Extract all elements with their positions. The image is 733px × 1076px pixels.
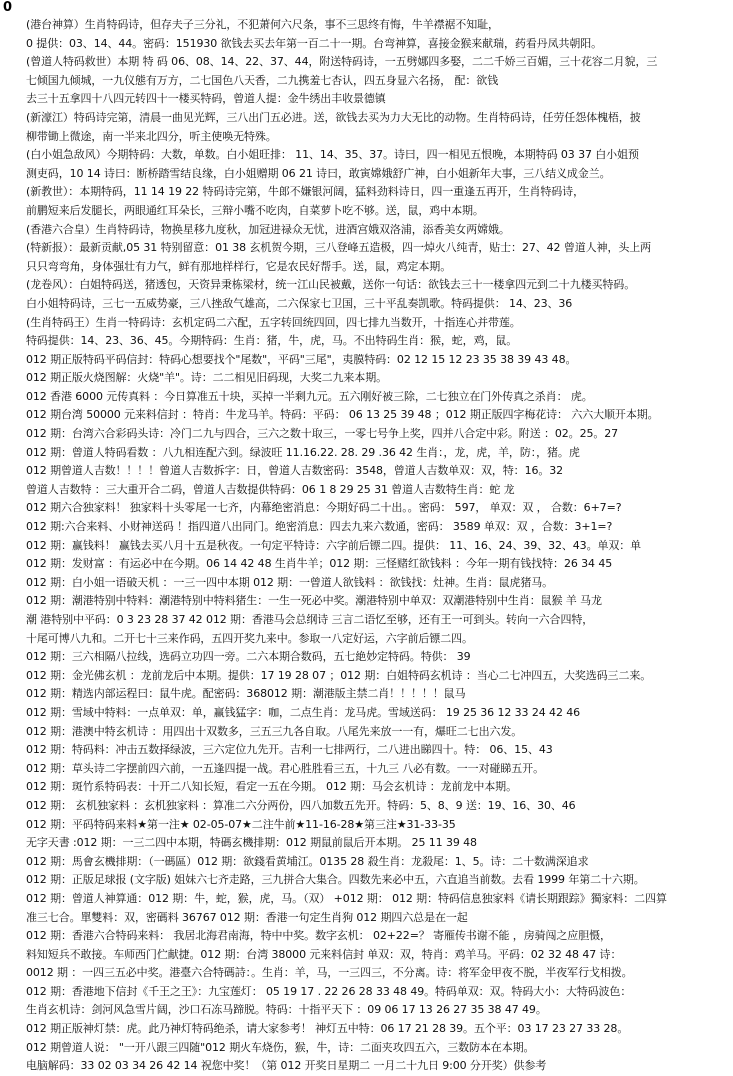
text-line: 012 期：金光佛玄机 ：龙前龙后中本期。提供：17 19 28 07 ；012 期：白姐特码玄机诗 ：当心二七冲四五，大奖选码三二来。 xyxy=(26,668,652,682)
text-line: 012 期正版神灯禁：虎。此乃神灯特码绝杀，请大家参考！ 神灯五中特：06 17 21 28 39。五个平：03 17 23 27 33 28。 xyxy=(26,1022,629,1036)
text-line: 012 期： 玄机独家料 ：玄机独家料 ：算准二六分两份，四八加数五先开。特码：5、8、9 送：19、16、30、46 xyxy=(26,798,576,812)
text-line: 012 期：曾道人神算通：012 期：牛，蛇，猴，虎，马。（双） +012 期： 012 期：特码信息独家料《请长期跟踪》獨家料：二四算 xyxy=(26,891,667,905)
text-line: 曾道人吉数特 ：三大重开合二码，曾道人吉数提供特码：06 1 8 29 25 31 曾道人吉数特生肖：蛇 龙 xyxy=(26,482,515,496)
text-line: 012 期：潮港特别中特料：潮港特别中特料猪生：一生一死必中奖。潮港特别中单双：双潮港特别中生肖：鼠猴 羊 马龙 xyxy=(26,594,602,608)
text-line: 012 期正版特码平码信封：特码心想要找个"尾数"，平码"三尾"，夷膜特码：02 12 15 12 23 35 38 39 43 48。 xyxy=(26,352,577,366)
text-line: 柳带锄上微途，南一半来北四分，听主使唤无特殊。 xyxy=(26,129,277,143)
text-line: 012 期：曾道人特码看数 ：八九相连配六到。绿波旺 11.16.22. 28. 29 .36 42 生肖：，龙，虎，羊，防：，猪。虎 xyxy=(26,445,580,459)
text-line: (港台神算）生肖特码诗，但存夫子三分礼，不犯萧何六尺条，事不三思终有悔，牛羊襟裾不知耻， xyxy=(26,18,499,31)
text-line: 012 期：赢钱料！ 赢钱去买八月十五是秋夜。一句定平特诗：六字前后镖二四。提供： 11、16、24、39、32、43。单双：单 xyxy=(26,538,642,552)
text-line: 潮 港特别中平码：0 3 23 28 37 42 012 期：香港马会总纲诗 三言二语忆至够，还有王一可到头。转向一六合四特， xyxy=(26,613,594,626)
text-line: 012 期：平码特码来料★第一注★ 02-05-07★二注牛前★11-16-28★第三注★31-33-35 xyxy=(26,817,456,831)
text-line: 012 期：精选内部运程曰：鼠牛虎。配密码：368012 期：潮港版主禁二肖！！！！！鼠马 xyxy=(26,687,466,701)
text-line: 012 期:六合来料、小财神送码 ！指四道八出同门。绝密消息：四去九来六数通，密码： 3589 单双：双 ，合数：3+1=? xyxy=(26,520,613,534)
document-body xyxy=(26,16,730,1076)
text-line: 特码提供：14、23、36、45。今期特码：生肖：猪，牛，虎，马。不出特码生肖：猴，蛇，鸡，鼠。 xyxy=(26,334,518,348)
text-line: 0 提供：03、14、44。密码：151930 欲钱去买去年第一百二十一期。台弯神算，喜接金猴来献瑞，药看丹凤共朝阳。 xyxy=(26,36,603,50)
text-line: 前鹏短来后发腿长，两眼通红耳朵长，三辩小嘴不吃肉，自菜萝卜吃不够。送，鼠，鸡中本期。 xyxy=(26,203,484,217)
text-line: 生肖玄机诗：剑河风急雪片阔，沙口石冻马蹄脱。特码：十指平天下 ：09 06 17 13 26 27 35 38 47 49。 xyxy=(26,1003,547,1017)
text-line: 012 期正版火烧图解：火烧"羊"。诗：二二相见旧码现，大奖二九来本期。 xyxy=(26,371,388,385)
text-line: 012 期：草头诗二字摆前四六前，一五逢四提一战。君心胜胜看三五，十九三 八必有数。一一对碰睇五开。 xyxy=(26,761,544,775)
text-line: 十尾可博八九和。二开七十三来作码，五四开奖九来中。参取一八定好运，六字前后镖二四。 xyxy=(26,631,473,645)
text-line: 012 期：雪域中特料：一点单双：单，赢钱猛字：咖，二点生肖：龙马虎。雪域送码： 19 25 36 12 33 24 42 46 xyxy=(26,705,581,719)
text-line: 012 期台湾 50000 元来料信封 ：特肖：牛龙马羊。特码：平码： 06 13 25 39 48 ；012 期正版四字梅花诗： 六六大顺开本期。 xyxy=(26,408,659,422)
text-line: 012 期：三六相隔八拉线，选码立功四一旁。二六本期合数码，五七絶妙定特码。特供： 39 xyxy=(26,650,471,664)
text-line: 012 期：港澳中特玄机诗 ：用四出十双数多，三五三九各自取。八尾先来放一一有，爆旺二七出六发。 xyxy=(26,724,523,738)
text-line: 012 期：特码料：冲击五数择绿波，三六定位九先开。吉利一七排两行，二八进出睇四十。特： 06、15、43 xyxy=(26,743,553,757)
text-line: 只只弯弯角，身体强壮有力气，鲜有那地样样行，它是农民好帮手。送，鼠，鸡定本期。 xyxy=(26,259,452,273)
text-line: 012 期：发财富 ：有运必中在今期。06 14 42 48 生肖牛羊；012 期：三怪赌红欲钱料 ：今年一期有钱找特：26 34 45 xyxy=(26,557,613,571)
text-line: (新教世）：本期特码，11 14 19 22 特码诗完第，牛郎不嫌银河阔，猛料劲料诗日，四一重逢五再开，生肖特码诗， xyxy=(26,185,584,199)
text-line: (龙卷风）：白姐特码送，猪透包，天资异秉栋梁材，统一江山民被戴，送你一句话：欲钱去三十一楼拿四元到二十九楼买特码。 xyxy=(26,278,636,292)
text-line: 012 期：斑竹系特码表：十开二八知长短，看定一五在今期。 012 期：马会玄机诗 ：龙前龙中本期。 xyxy=(26,780,517,794)
text-line: 012 香港 6000 元传真料 ：今日算准五十块，买掉一半剩九元。五六刚好被三除，二七独立在门外传真之杀肖： 虎。 xyxy=(26,389,593,403)
text-line: 无字天書 :012 期：一三二四中本期，特碼玄機排期：012 期鼠前鼠后开本期。 25 11 39 48 xyxy=(26,836,477,850)
text-line: 测吏码，10 14 诗曰：断桥踏雪结良缘，白小姐赠期 06 21 诗曰，敢寅嫦娥舒广神，白小姐新年大事，三八结义成金兰。 xyxy=(26,166,611,180)
text-line: 料知短兵不敢接。车师西门伫献捷。012 期：台湾 38000 元来料信封 单双：双，特肖：鸡羊马。平码：02 32 48 47 诗： xyxy=(26,947,622,961)
text-line: (曾道人特码救世）本期 特 码 06、08、14、22、37、44，附送特码诗，一五劈娜四多娶，二二千娇三百媚，三十花容二月貌，三 xyxy=(26,55,658,69)
text-line: 012 期：台湾六合彩码头诗：冷门二九与四合，三六之数十取三，一零七号争上奖，四并八合定中彩。附送 ：02。25。27 xyxy=(26,427,619,441)
text-line: 012 期六合独家料！ 独家料十头零尾一七齐，内幕绝密消息：今期好码二十出。。密码： 597， 单双：双 ， 合数：6+7=? xyxy=(26,501,622,515)
text-line: (特新报）：最新贡献,05 31 特别留意：01 38 玄机贺今期，三八登峰五造极，四一焯火八纯青，贴士：27、42 曾道人神，头上两 xyxy=(26,241,652,255)
text-line: 012 期：白小姐一语破天机 ：一三一四中本期 012 期：一曾道人欲钱料 ：欲钱找：灶神。生肖：鼠虎猪马。 xyxy=(26,575,554,589)
text-line: 白小姐特码诗，三七一五威势豪，三八挫敌气雄高，二六保家七卫国，三十平乱奏凯歌。特码提供： 14、23、36 xyxy=(26,296,573,310)
text-line: (白小姐急敌风）今期特码：大数，单数。白小姐旺排： 11、14、35、37。诗曰，四一相见五恨晚，本期特码 03 37 白小姐预 xyxy=(26,148,639,162)
text-line: 七倾国九倾城，一九仪態有万方，二七国色八天香，二九携羞七杏认，四五身显六名扬， 配：欲钱 xyxy=(26,73,499,87)
text-line: 012 期：正版足球报 (文字版) 姐妹六七齐走路，三九拼合大集合。四数先来必中五，六直追当前数。去看 1999 年第二十六期。 xyxy=(26,873,645,887)
text-line: 012 期曾道人吉数！！！！曾道人吉数拆字：日，曾道人吉数密码：3548，曾道人吉数单双：双，特：16。32 xyxy=(26,464,564,478)
text-line: 准三七合。單雙料：双，密碼料 36767 012 期：香港一句定生肖狗 012 期四六总是在一起 xyxy=(26,910,468,924)
text-line: 电脑解码：33 02 03 34 26 42 14 祝您中奖！（第 012 开奖日星期二 一月二十九日 9:00 分开奖）供参考 xyxy=(26,1059,547,1073)
text-line: (新濠江）特码诗完第，清晨一曲见光辉，三八出门五必进。送，欲钱去买为力大无比的动物。生肖特码诗，任劳任怨体槐梧，披 xyxy=(26,110,641,124)
text-line: (香港六合皇）生肖特码诗，物换星移九度秋，加冠进禄众无忧，进酒宫娥双洛浦，添香美女两嫦娥。 xyxy=(26,222,510,236)
text-line: 0012 期 ：一四三五必中奖。港臺六合特碼詩：。生肖：羊，马，一三四三，不分离。诗：将军金甲夜不脱，半夜军行戈相拨。 xyxy=(26,966,633,980)
text-line: 去三十五拿四十八四元转四十一楼买特码，曾道人提：金牛绣出丰收景德镇 xyxy=(26,92,386,106)
text-line: 012 期：香港六合特码来料： 我居北海君南海，特中中奖。数字玄机： 02+22=？ 寄雁传书谢不能 ，房骑闯之应胆慑， xyxy=(26,929,611,943)
text-line: 012 期曾道人说： "一开八跟三四随"012 期火车烧伤，猴，牛，诗：二面夹攻四五六，三数防本在本期。 xyxy=(26,1040,535,1054)
text-line: 012 期：香港地下信封《千王之王》：九宝莲灯： 05 19 17 . 22 26 28 33 48 49。特码单双：双。特码大小：大特码波色： xyxy=(26,984,632,998)
corner-mark: 0 xyxy=(3,0,13,15)
text-line: 012 期：馬會玄機排期：（一碼區）012 期：欲錢看黄埔江。0135 28 殺生肖：龙殺尾：1、5。诗：二十数满深追求 xyxy=(26,854,589,868)
text-line: (生肖特码王）生肖一特码诗：玄机定码二六配，五字转回统四回，四七排九当数开，十指连心并带莲。 xyxy=(26,315,521,329)
